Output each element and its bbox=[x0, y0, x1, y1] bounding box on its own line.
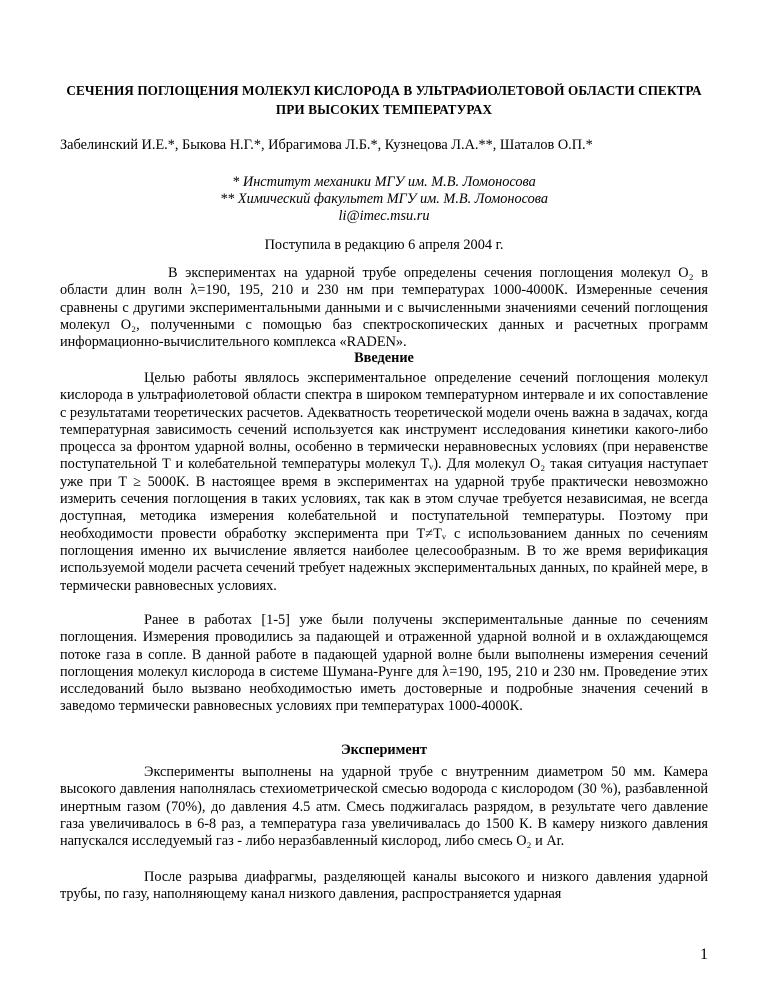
section-heading-experiment: Эксперимент bbox=[340, 742, 428, 758]
affiliation-2: ** Химический факультет МГУ им. М.В. Ломоносова bbox=[219, 191, 548, 207]
experiment-paragraph-2: После разрыва диафрагмы, разделяющей каналы высокого и низкого давления ударной трубы, по газу, наполняющему канал низкого давления, распространяется ударная bbox=[60, 869, 708, 903]
contact-email: li@imec.msu.ru bbox=[338, 208, 430, 224]
authors-line: Забелинский И.Е.*, Быкова Н.Г.*, Ибрагимова Л.Б.*, Кузнецова Л.А.**, Шаталов О.П.* bbox=[60, 137, 593, 153]
abstract-paragraph: В экспериментах на ударной трубе определены сечения поглощения молекул O₂ в области длин волн λ=190, 195, 210 и 230 нм при температурах 1000-4000К. Измеренные сечения сравнены с другими экспериментальными данными и с вычисленными значениями сечений поглощения молекул O₂, полученными с помощью баз спектроскопических данных и расчетных программ информационно-вычислительного комплекса «RADEN». bbox=[60, 265, 708, 351]
section-heading-introduction: Введение bbox=[354, 350, 414, 366]
received-date: Поступила в редакцию 6 апреля 2004 г. bbox=[264, 237, 504, 253]
affiliations bbox=[60, 174, 708, 225]
page-number: 1 bbox=[700, 946, 708, 963]
experiment-paragraph-1: Эксперименты выполнены на ударной трубе с внутренним диаметром 50 мм. Камера высокого давления наполнялась стехиометрической смесью водорода с кислородом (30 %), разбавленной инертным газом (70%), до давления 4.5 атм. Смесь поджигалась разрядом, в результате чего давление газа увеличивалось в 6-8 раз, а температура газа увеличивалась до 1500 К. В камеру низкого давления напускался исследуемый газ - либо неразбавленный кислород, либо смесь O₂ и Ar. bbox=[60, 764, 708, 850]
paper-title: СЕЧЕНИЯ ПОГЛОЩЕНИЯ МОЛЕКУЛ КИСЛОРОДА В УЛЬТРАФИОЛЕТОВОЙ ОБЛАСТИ СПЕКТРА ПРИ ВЫСОКИХ ТЕМПЕРАТУРАХ bbox=[66, 83, 702, 117]
intro-paragraph-2: Ранее в работах [1-5] уже были получены экспериментальные данные по сечениям поглощения. Измерения проводились за падающей и отраженной ударной волной и в охлаждающемся потоке газа в сопле. В данной работе в падающей ударной волне были выполнены измерения сечений поглощения молекул кислорода в системе Шумана-Рунге для λ=190, 195, 210 и 230 нм. Проведение этих исследований было вызвано необходимостью иметь достоверные и подробные значения сечений в заведомо термически равновесных условиях при температурах 1000-4000К. bbox=[60, 612, 708, 715]
intro-paragraph-1: Целью работы являлось экспериментальное определение сечений поглощения молекул кислорода в ультрафиолетовой области спектра в широком температурном интервале и их сопоставление с результатами теоретических расчетов. Адекватность теоретической модели очень важна в задачах, когда температурная зависимость сечений используется как инструмент исследования кинетики какого-либо процесса за фронтом ударной волны, особенно в термически неравновесных условиях (при неравенстве поступательной T и колебательной температуры молекул Tᵥ). Для молекул O₂ такая ситуация наступает уже при T ≥ 5000К. В настоящее время в экспериментах на ударной трубе практически невозможно измерить сечения поглощения в таких условиях, так как в этом случае требуется независимая, не всегда доступная, методика измерения колебательной и поступательной температуры. Поэтому при необходимости провести обработку эксперимента при T≠Tᵥ с использованием данных по сечениям поглощения именно их вычисление является наиболее целесообразным. В то же время верификация используемой модели расчета сечений требует надежных экспериментальных данных, по крайней мере, в термически равновесных условиях. bbox=[60, 370, 708, 594]
affiliation-1: * Институт механики МГУ им. М.В. Ломоносова bbox=[232, 174, 536, 190]
